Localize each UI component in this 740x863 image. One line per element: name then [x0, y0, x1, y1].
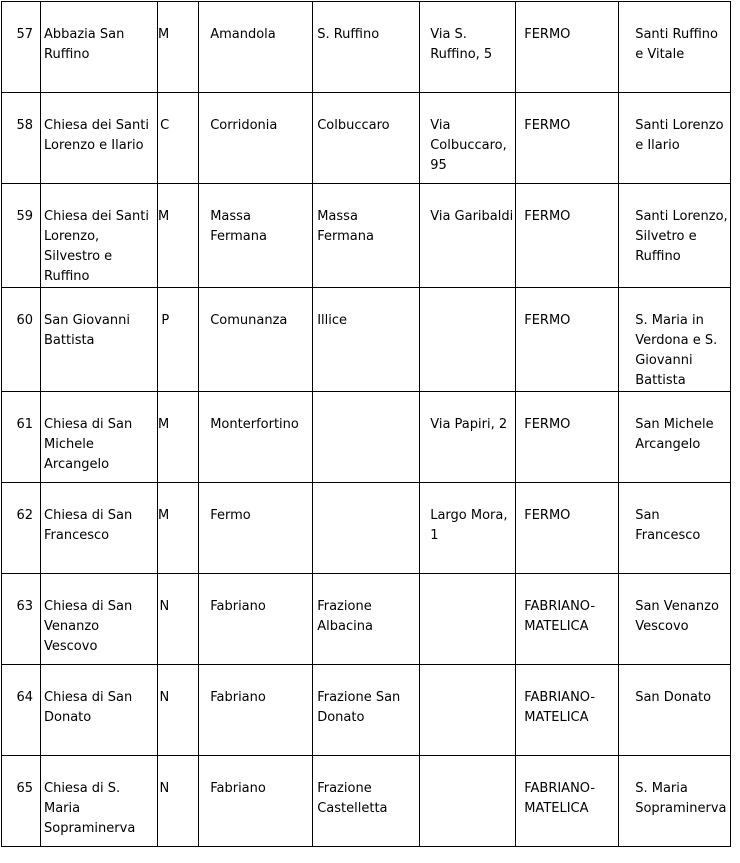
church-name-cell — [41, 184, 158, 288]
localita: Illice — [317, 313, 348, 328]
diocese-cell — [516, 574, 619, 665]
localita — [313, 392, 419, 415]
church-name-cell — [41, 483, 158, 574]
localita — [313, 483, 419, 506]
diocese: FABRIANO-MATELICA — [524, 781, 596, 816]
diocese-cell — [516, 665, 619, 756]
diocese: FERMO — [524, 118, 571, 133]
address-cell — [420, 2, 516, 93]
table-row — [2, 665, 731, 756]
diocese-cell — [516, 288, 619, 392]
code: N — [159, 599, 170, 614]
dedication: Santi Lorenzo e Ilario — [635, 118, 724, 153]
localita-cell — [313, 665, 420, 756]
address — [420, 574, 515, 597]
row-number: 58 — [16, 118, 33, 133]
church-name-cell — [41, 93, 158, 184]
address: Via Colbuccaro, 95 — [430, 118, 507, 173]
dedication-cell — [619, 93, 731, 184]
church-name: Abbazia San Ruffino — [44, 27, 125, 62]
code-cell — [158, 574, 199, 665]
address — [420, 665, 515, 688]
code-cell — [158, 483, 199, 574]
comune-cell — [199, 392, 313, 483]
row-number-cell — [2, 665, 41, 756]
code-cell — [158, 93, 199, 184]
diocese-cell — [516, 2, 619, 93]
table-row — [2, 756, 731, 847]
address: Via Papiri, 2 — [430, 417, 508, 432]
diocese: FERMO — [524, 27, 571, 42]
localita-cell — [313, 184, 420, 288]
row-number: 60 — [16, 313, 33, 328]
localita: Colbuccaro — [317, 118, 390, 133]
table-row — [2, 392, 731, 483]
dedication-cell — [619, 184, 731, 288]
row-number: 61 — [16, 417, 33, 432]
church-name: Chiesa di San Venanzo Vescovo — [44, 599, 133, 654]
dedication: San Donato — [635, 690, 712, 705]
church-name: Chiesa di San Michele Arcangelo — [44, 417, 133, 472]
diocese: FABRIANO-MATELICA — [524, 599, 596, 634]
localita-cell — [313, 2, 420, 93]
church-name: San Giovanni Battista — [44, 313, 130, 348]
dedication-cell — [619, 483, 731, 574]
localita: Frazione Albacina — [317, 599, 373, 634]
code: M — [158, 417, 170, 432]
comune-cell — [199, 483, 313, 574]
diocese: FABRIANO-MATELICA — [524, 690, 596, 725]
diocese: FERMO — [524, 417, 571, 432]
diocese: FERMO — [524, 508, 571, 523]
localita-cell — [313, 574, 420, 665]
address: Via Garibaldi — [430, 209, 514, 224]
code: M — [158, 209, 170, 224]
comune: Fabriano — [210, 599, 266, 614]
row-number: 64 — [16, 690, 33, 705]
church-name: Chiesa dei Santi Lorenzo e Ilario — [44, 118, 149, 153]
church-name-cell — [41, 756, 158, 847]
dedication: Santi Lorenzo, Silvetro e Ruffino — [635, 209, 728, 264]
row-number-cell — [2, 184, 41, 288]
row-number: 65 — [16, 781, 33, 796]
dedication-cell — [619, 756, 731, 847]
code-cell — [158, 184, 199, 288]
code: N — [159, 781, 170, 796]
row-number-cell — [2, 574, 41, 665]
address: Via S. Ruffino, 5 — [430, 27, 493, 62]
table-row — [2, 2, 731, 93]
table-row — [2, 574, 731, 665]
row-number: 59 — [16, 209, 33, 224]
code: P — [161, 313, 170, 328]
address-cell — [420, 93, 516, 184]
comune: Amandola — [210, 27, 276, 42]
church-name-cell — [41, 392, 158, 483]
table-row — [2, 93, 731, 184]
address-cell — [420, 288, 516, 392]
church-name-cell — [41, 288, 158, 392]
localita-cell — [313, 93, 420, 184]
comune: Fabriano — [210, 690, 266, 705]
code: N — [159, 690, 170, 705]
diocese-cell — [516, 756, 619, 847]
row-number: 63 — [16, 599, 33, 614]
address — [420, 288, 515, 311]
localita: Frazione Castelletta — [317, 781, 388, 816]
church-name: Chiesa di San Donato — [44, 690, 133, 725]
code: C — [160, 118, 170, 133]
dedication-cell — [619, 288, 731, 392]
comune: Comunanza — [210, 313, 288, 328]
church-name: Chiesa dei Santi Lorenzo, Silvestro e Ruffino — [44, 209, 149, 284]
code: M — [158, 508, 170, 523]
diocese-cell — [516, 184, 619, 288]
address-cell — [420, 184, 516, 288]
row-number: 62 — [16, 508, 33, 523]
dedication: San Venanzo Vescovo — [635, 599, 719, 634]
diocese-cell — [516, 93, 619, 184]
diocese: FERMO — [524, 313, 571, 328]
dedication: S. Maria Sopraminerva — [635, 781, 727, 816]
localita: Frazione San Donato — [317, 690, 401, 725]
church-name-cell — [41, 2, 158, 93]
dedication: Santi Ruffino e Vitale — [635, 27, 718, 62]
dedication: San Michele Arcangelo — [635, 417, 714, 452]
code-cell — [158, 288, 199, 392]
localita-cell — [313, 483, 420, 574]
dedication-cell — [619, 665, 731, 756]
address-cell — [420, 574, 516, 665]
comune: Fermo — [210, 508, 251, 523]
comune-cell — [199, 184, 313, 288]
localita-cell — [313, 392, 420, 483]
localita-cell — [313, 756, 420, 847]
table-row — [2, 288, 731, 392]
row-number-cell — [2, 483, 41, 574]
comune: Monterfortino — [210, 417, 299, 432]
comune-cell — [199, 93, 313, 184]
comune: Massa Fermana — [210, 209, 267, 244]
table-body — [2, 2, 731, 847]
code-cell — [158, 665, 199, 756]
dedication-cell — [619, 392, 731, 483]
dedication-cell — [619, 574, 731, 665]
diocese-cell — [516, 392, 619, 483]
comune: Fabriano — [210, 781, 266, 796]
address — [420, 756, 515, 779]
diocese-cell — [516, 483, 619, 574]
localita-cell — [313, 288, 420, 392]
row-number-cell — [2, 392, 41, 483]
church-name: Chiesa di San Francesco — [44, 508, 133, 543]
diocese: FERMO — [524, 209, 571, 224]
row-number-cell — [2, 288, 41, 392]
comune-cell — [199, 574, 313, 665]
row-number-cell — [2, 756, 41, 847]
address-cell — [420, 392, 516, 483]
comune-cell — [199, 756, 313, 847]
code-cell — [158, 756, 199, 847]
comune-cell — [199, 2, 313, 93]
address-cell — [420, 665, 516, 756]
localita: S. Ruffino — [317, 27, 380, 42]
church-name-cell — [41, 665, 158, 756]
comune: Corridonia — [210, 118, 278, 133]
code-cell — [158, 2, 199, 93]
church-name-cell — [41, 574, 158, 665]
row-number-cell — [2, 93, 41, 184]
dedication-cell — [619, 2, 731, 93]
row-number: 57 — [16, 27, 33, 42]
comune-cell — [199, 665, 313, 756]
table-row — [2, 483, 731, 574]
address: Largo Mora, 1 — [430, 508, 508, 543]
address-cell — [420, 756, 516, 847]
dedication: S. Maria in Verdona e S. Giovanni Battista — [635, 313, 718, 388]
address-cell — [420, 483, 516, 574]
code: M — [158, 27, 170, 42]
localita: Massa Fermana — [317, 209, 374, 244]
church-name: Chiesa di S. Maria Sopraminerva — [44, 781, 136, 836]
churches-table — [1, 1, 731, 847]
row-number-cell — [2, 2, 41, 93]
comune-cell — [199, 288, 313, 392]
table-row — [2, 184, 731, 288]
code-cell — [158, 392, 199, 483]
dedication: San Francesco — [635, 508, 701, 543]
